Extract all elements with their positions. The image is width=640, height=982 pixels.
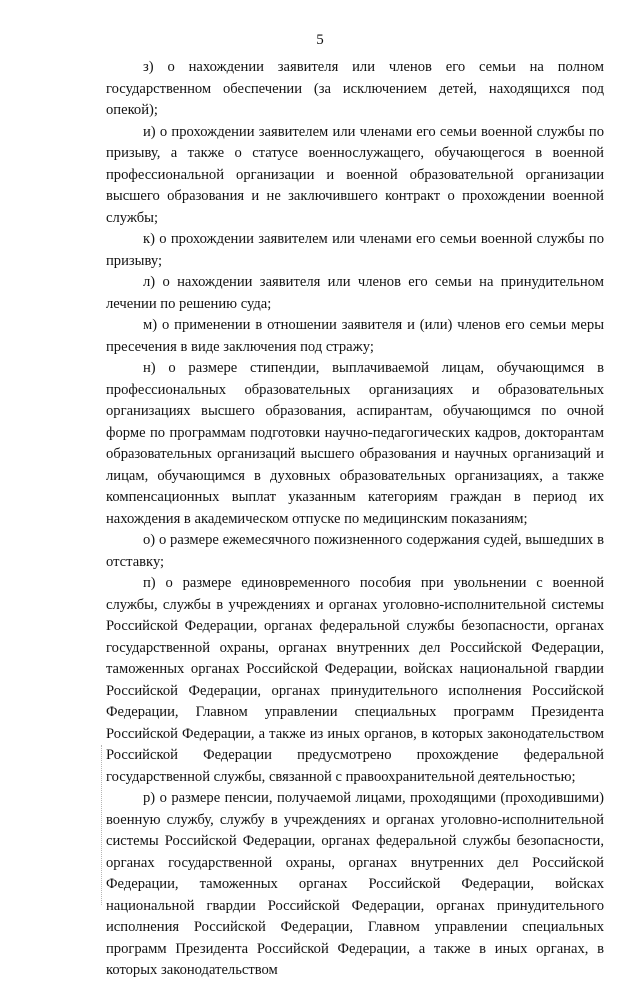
paragraph-n: н) о размере стипендии, выплачиваемой лицам, обучающимся в профессиональных образовательных организациях и образовательных организациях высшего образования, аспирантам, обучающимся по очной форме по программам подготовки научно-педагогических кадров, докторантам образовательных организаций высшего образования и научных организаций и лицам, обучающимся в духовных образовательных организациях, а также компенсационных выплат указанным категориям граждан в период их нахождения в академическом отпуске по медицинским показаниям; [106,360,604,527]
paragraph-o: о) о размере ежемесячного пожизненного содержания судей, вышедших в отставку; [106,532,604,570]
page-number: 5 [316,32,324,48]
paragraph-r: р) о размере пенсии, получаемой лицами, проходящими (проходившими) военную службу, службу в учреждениях и органах уголовно-исполнительной системы Российской Федерации, органах федеральной службы безопасности, органах государственной охраны, органах внутренних дел Российской Федерации, таможенных органах Российской Федерации, войсках национальной гвардии Российской Федерации, органах принудительного исполнения Российской Федерации, Главном управлении специальных программ Президента Российской Федерации, а также в иных органах, в которых законодательством [106,790,604,978]
document-body [106,57,604,982]
paragraph-m: м) о применении в отношении заявителя и (или) членов его семьи меры пресечения в виде заключения под стражу; [106,317,604,355]
paragraph-k: к) о прохождении заявителем или членами его семьи военной службы по призыву; [106,231,604,269]
paragraph-l: л) о нахождении заявителя или членов его семьи на принудительном лечении по решению суда; [106,274,604,312]
paragraph-i: и) о прохождении заявителем или членами его семьи военной службы по призыву, а также о статусе военнослужащего, обучающегося в военной профессиональной организации и военной образовательной организации высшего образования и не заключившего контракт о прохождении военной службы; [106,123,604,226]
scan-margin-line [101,745,102,905]
paragraph-p: п) о размере единовременного пособия при увольнении с военной службы, службы в учреждениях и органах уголовно-исполнительной системы Российской Федерации, органах федеральной службы безопасности, органах государственной охраны, органах внутренних дел Российской Федерации, таможенных органах Российской Федерации, войсках национальной гвардии Российской Федерации, органах принудительного исполнения Российской Федерации, Главном управлении специальных программ Президента Российской Федерации, а также из иных органов, в которых законодательством Российской Федерации предусмотрено прохождение федеральной государственной службы, связанной с правоохранительной деятельностью; [106,575,604,785]
paragraph-z: з) о нахождении заявителя или членов его семьи на полном государственном обеспечении (за исключением детей, находящихся под опекой); [106,59,604,118]
